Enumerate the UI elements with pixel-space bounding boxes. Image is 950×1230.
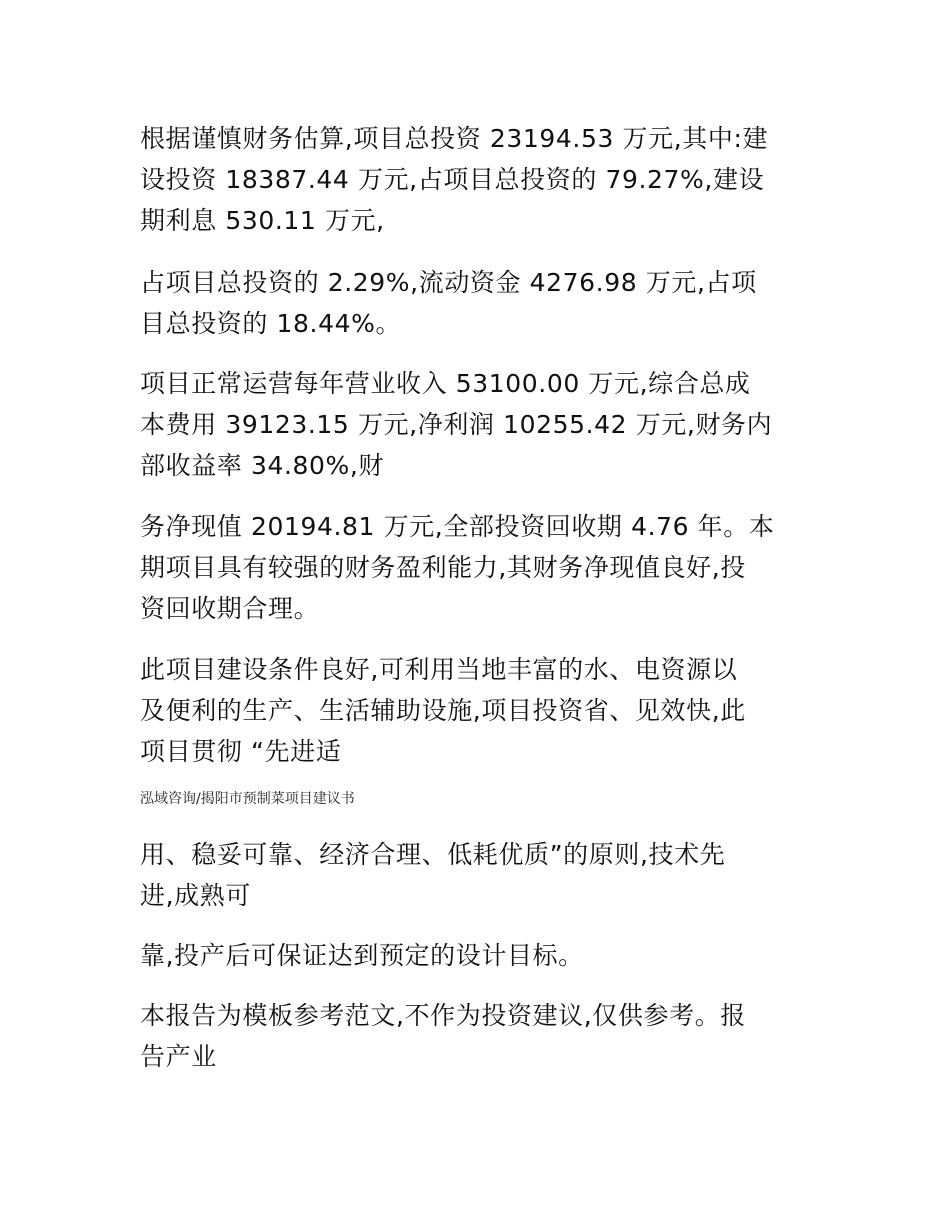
paragraph-conditions: 此项目建设条件良好,可利用当地丰富的水、电资源以 及便利的生产、生活辅助设施,项目投资省、见效快,此 项目贯彻 “先进适 — [140, 655, 746, 766]
page-footer: 泓域咨询/揭阳市预制菜项目建议书 — [140, 791, 355, 807]
paragraph-working-capital: 占项目总投资的 2.29%,流动资金 4276.98 万元,占项 目总投资的 18.44%。 — [140, 268, 757, 338]
paragraph-design-target: 靠,投产后可保证达到预定的设计目标。 — [140, 941, 584, 970]
paragraph-investment-total: 根据谨慎财务估算,项目总投资 23194.53 万元,其中:建 设投资 18387.44 万元,占项目总投资的 79.27%,建设 期利息 530.11 万元, — [140, 124, 769, 235]
paragraph-principles: 用、稳妥可靠、经济合理、低耗优质”的原则,技术先 进,成熟可 — [140, 840, 726, 910]
paragraph-revenue: 项目正常运营每年营业收入 53100.00 万元,综合总成 本费用 39123.15 万元,净利润 10255.42 万元,财务内 部收益率 34.80%,财 — [140, 369, 773, 480]
paragraph-npv: 务净现值 20194.81 万元,全部投资回收期 4.76 年。本 期项目具有较强的财务盈利能力,其财务净现值良好,投 资回收期合理。 — [140, 512, 775, 623]
paragraph-disclaimer: 本报告为模板参考范文,不作为投资建议,仅供参考。报 告产业 — [140, 1001, 746, 1071]
